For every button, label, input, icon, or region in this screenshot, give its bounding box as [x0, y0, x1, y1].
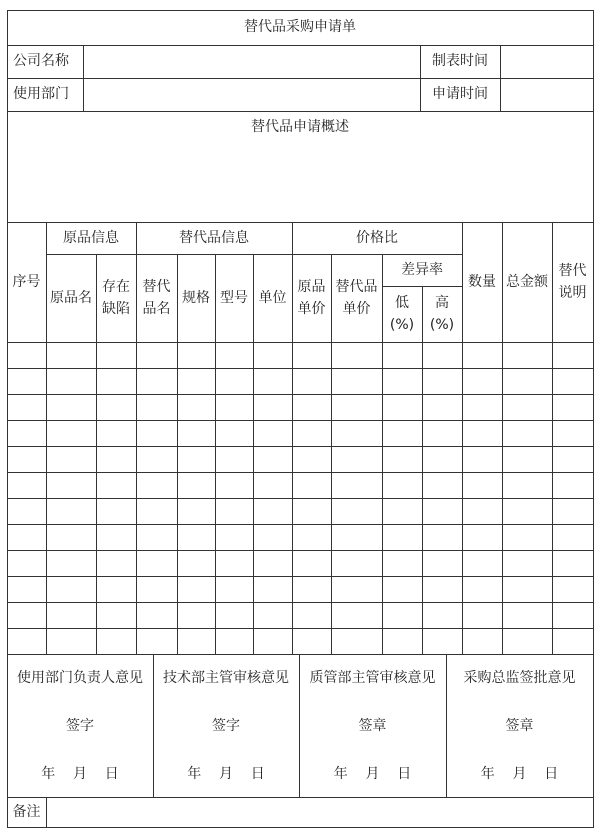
header-quantity: 数量 — [468, 273, 496, 290]
table-cell[interactable] — [46, 524, 96, 550]
table-cell[interactable] — [253, 394, 292, 420]
grid-line-horizontal — [7, 576, 594, 577]
table-cell[interactable] — [215, 472, 253, 498]
table-cell[interactable] — [215, 602, 253, 628]
approval-sign-tech[interactable]: 签字 — [212, 718, 240, 734]
grid-line-horizontal — [382, 286, 463, 287]
table-cell[interactable] — [292, 368, 331, 394]
grid-line-vertical — [46, 222, 47, 655]
table-cell[interactable] — [292, 550, 331, 576]
table-cell[interactable] — [46, 446, 96, 472]
table-cell[interactable] — [331, 394, 382, 420]
table-cell[interactable] — [331, 524, 382, 550]
table-cell[interactable] — [502, 576, 552, 602]
table-cell[interactable] — [46, 602, 96, 628]
table-cell[interactable] — [177, 628, 215, 654]
table-cell[interactable] — [382, 420, 422, 446]
table-cell[interactable] — [292, 394, 331, 420]
approval-date-quality[interactable]: 年 月 日 — [333, 766, 412, 782]
table-cell[interactable] — [253, 420, 292, 446]
header-substitute-group: 替代品信息 — [179, 229, 249, 246]
grid-line-horizontal — [7, 78, 594, 79]
table-cell[interactable] — [136, 394, 177, 420]
table-cell[interactable] — [96, 628, 136, 654]
overview-label: 替代品申请概述 — [251, 118, 349, 135]
table-cell[interactable] — [462, 420, 502, 446]
table-cell[interactable] — [177, 472, 215, 498]
table-cell[interactable] — [215, 342, 253, 368]
table-cell[interactable] — [7, 446, 46, 472]
table-cell[interactable] — [177, 446, 215, 472]
table-cell[interactable] — [502, 394, 552, 420]
grid-line-horizontal — [7, 797, 594, 798]
table-cell[interactable] — [7, 550, 46, 576]
table-cell[interactable] — [177, 394, 215, 420]
table-cell[interactable] — [136, 342, 177, 368]
table-cell[interactable] — [422, 602, 462, 628]
table-cell[interactable] — [177, 524, 215, 550]
table-cell[interactable] — [96, 394, 136, 420]
header-existing-defect: 存在 缺陷 — [102, 278, 130, 317]
table-cell[interactable] — [46, 342, 96, 368]
table-cell[interactable] — [382, 394, 422, 420]
table-cell[interactable] — [462, 628, 502, 654]
table-cell[interactable] — [331, 472, 382, 498]
grid-line-horizontal — [7, 472, 594, 473]
table-cell[interactable] — [422, 394, 462, 420]
grid-line-vertical — [177, 254, 178, 655]
grid-line-horizontal — [7, 10, 594, 11]
approval-title-department: 使用部门负责人意见 — [17, 670, 143, 686]
header-unit: 单位 — [258, 289, 287, 306]
table-cell[interactable] — [502, 472, 552, 498]
table-cell[interactable] — [7, 472, 46, 498]
grid-line-horizontal — [7, 498, 594, 499]
grid-line-vertical — [153, 654, 154, 798]
grid-line-horizontal — [7, 342, 594, 343]
grid-line-vertical — [46, 797, 47, 828]
table-cell[interactable] — [253, 368, 292, 394]
table-cell[interactable] — [215, 550, 253, 576]
table-cell[interactable] — [96, 420, 136, 446]
table-cell[interactable] — [422, 628, 462, 654]
grid-line-vertical — [502, 222, 503, 655]
table-cell[interactable] — [331, 498, 382, 524]
table-cell[interactable] — [292, 628, 331, 654]
apply-time-field[interactable] — [500, 78, 593, 111]
table-cell[interactable] — [422, 368, 462, 394]
table-cell[interactable] — [422, 498, 462, 524]
table-cell[interactable] — [253, 498, 292, 524]
header-substitute-name: 替代 品名 — [142, 278, 171, 317]
table-cell[interactable] — [382, 498, 422, 524]
table-cell[interactable] — [502, 524, 552, 550]
table-cell[interactable] — [46, 368, 96, 394]
table-cell[interactable] — [253, 602, 292, 628]
table-cell[interactable] — [136, 602, 177, 628]
table-cell[interactable] — [46, 576, 96, 602]
table-cell[interactable] — [136, 550, 177, 576]
grid-line-horizontal — [7, 524, 594, 525]
table-cell[interactable] — [177, 368, 215, 394]
table-cell[interactable] — [46, 498, 96, 524]
table-cell[interactable] — [253, 628, 292, 654]
table-cell[interactable] — [382, 342, 422, 368]
table-cell[interactable] — [382, 602, 422, 628]
table-cell[interactable] — [382, 472, 422, 498]
table-cell[interactable] — [253, 472, 292, 498]
table-cell[interactable] — [331, 576, 382, 602]
table-cell[interactable] — [136, 576, 177, 602]
table-cell[interactable] — [331, 342, 382, 368]
approval-date-tech[interactable]: 年 月 日 — [187, 766, 265, 782]
approval-date-procurement[interactable]: 年 月 日 — [480, 766, 559, 782]
table-cell[interactable] — [7, 342, 46, 368]
grid-line-horizontal — [7, 602, 594, 603]
approval-title-tech: 技术部主管审核意见 — [163, 670, 289, 686]
table-cell[interactable] — [331, 420, 382, 446]
overview-field[interactable] — [7, 143, 593, 221]
table-cell[interactable] — [96, 576, 136, 602]
table-cell[interactable] — [136, 472, 177, 498]
grid-line-horizontal — [7, 45, 594, 46]
grid-line-vertical — [96, 254, 97, 655]
table-time-label: 制表时间 — [432, 53, 488, 70]
table-cell[interactable] — [502, 446, 552, 472]
grid-line-vertical — [382, 254, 383, 655]
grid-line-vertical — [215, 254, 216, 655]
table-cell[interactable] — [46, 628, 96, 654]
table-cell[interactable] — [502, 368, 552, 394]
table-cell[interactable] — [382, 446, 422, 472]
table-cell[interactable] — [462, 498, 502, 524]
table-cell[interactable] — [462, 446, 502, 472]
table-cell[interactable] — [215, 576, 253, 602]
table-cell[interactable] — [382, 576, 422, 602]
table-cell[interactable] — [177, 550, 215, 576]
table-cell[interactable] — [215, 524, 253, 550]
table-cell[interactable] — [422, 576, 462, 602]
table-cell[interactable] — [136, 446, 177, 472]
table-cell[interactable] — [292, 420, 331, 446]
table-cell[interactable] — [7, 394, 46, 420]
table-cell[interactable] — [462, 342, 502, 368]
table-cell[interactable] — [502, 420, 552, 446]
grid-line-vertical — [500, 45, 501, 112]
grid-line-horizontal — [7, 420, 594, 421]
table-cell[interactable] — [292, 524, 331, 550]
table-cell[interactable] — [292, 602, 331, 628]
table-cell[interactable] — [96, 446, 136, 472]
table-cell[interactable] — [136, 524, 177, 550]
table-cell[interactable] — [292, 446, 331, 472]
table-cell[interactable] — [422, 342, 462, 368]
table-cell[interactable] — [7, 628, 46, 654]
grid-line-vertical — [83, 45, 84, 112]
table-cell[interactable] — [215, 498, 253, 524]
header-original-price: 原品 单价 — [297, 278, 326, 317]
approval-sign-procurement[interactable]: 签章 — [505, 718, 534, 734]
grid-line-horizontal — [7, 628, 594, 629]
table-cell[interactable] — [7, 368, 46, 394]
table-cell[interactable] — [462, 394, 502, 420]
remarks-label: 备注 — [12, 803, 41, 820]
table-cell[interactable] — [46, 420, 96, 446]
table-cell[interactable] — [215, 420, 253, 446]
table-time-field[interactable] — [500, 45, 593, 78]
table-cell[interactable] — [177, 602, 215, 628]
department-label: 使用部门 — [13, 86, 69, 103]
table-cell[interactable] — [96, 472, 136, 498]
table-cell[interactable] — [292, 342, 331, 368]
table-cell[interactable] — [462, 524, 502, 550]
approval-date-department[interactable]: 年 月 日 — [41, 766, 119, 782]
table-cell[interactable] — [502, 628, 552, 654]
table-cell[interactable] — [177, 576, 215, 602]
table-cell[interactable] — [462, 368, 502, 394]
table-cell[interactable] — [253, 524, 292, 550]
approval-title-quality: 质管部主管审核意见 — [309, 670, 436, 686]
grid-line-vertical — [552, 222, 553, 655]
table-cell[interactable] — [292, 498, 331, 524]
table-cell[interactable] — [462, 602, 502, 628]
grid-line-horizontal — [7, 222, 594, 223]
table-cell[interactable] — [96, 342, 136, 368]
grid-line-vertical — [331, 254, 332, 655]
table-cell[interactable] — [7, 420, 46, 446]
header-total-amount: 总金额 — [506, 273, 548, 290]
table-cell[interactable] — [215, 446, 253, 472]
table-cell[interactable] — [331, 446, 382, 472]
grid-line-vertical — [136, 222, 137, 655]
table-cell[interactable] — [462, 472, 502, 498]
grid-line-vertical — [446, 654, 447, 798]
table-cell[interactable] — [7, 498, 46, 524]
table-cell[interactable] — [7, 576, 46, 602]
grid-line-horizontal — [7, 654, 594, 655]
table-cell[interactable] — [215, 628, 253, 654]
header-low: 低 (%) — [389, 294, 415, 333]
header-original-name: 原品名 — [50, 289, 92, 306]
apply-time-label: 申请时间 — [432, 86, 488, 103]
grid-line-horizontal — [7, 550, 594, 551]
table-cell[interactable] — [177, 420, 215, 446]
table-cell[interactable] — [96, 602, 136, 628]
table-cell[interactable] — [136, 628, 177, 654]
table-cell[interactable] — [46, 472, 96, 498]
approval-title-procurement: 采购总监签批意见 — [463, 670, 576, 686]
company-name-label: 公司名称 — [13, 53, 69, 70]
form-title: 替代品采购申请单 — [244, 19, 356, 36]
header-model: 型号 — [220, 289, 248, 306]
grid-line-vertical — [7, 10, 8, 828]
grid-line-horizontal — [7, 368, 594, 369]
table-cell[interactable] — [331, 628, 382, 654]
table-cell[interactable] — [462, 576, 502, 602]
header-original-group: 原品信息 — [63, 229, 119, 246]
table-cell[interactable] — [136, 498, 177, 524]
table-cell[interactable] — [46, 550, 96, 576]
table-cell[interactable] — [7, 524, 46, 550]
table-cell[interactable] — [253, 550, 292, 576]
grid-line-vertical — [420, 45, 421, 112]
company-name-field[interactable] — [83, 45, 420, 78]
approval-sign-quality[interactable]: 签章 — [358, 718, 387, 734]
table-cell[interactable] — [46, 394, 96, 420]
grid-line-vertical — [299, 654, 300, 798]
table-cell[interactable] — [502, 498, 552, 524]
header-spec: 规格 — [182, 289, 210, 306]
table-cell[interactable] — [292, 576, 331, 602]
table-cell[interactable] — [502, 342, 552, 368]
table-cell[interactable] — [253, 342, 292, 368]
table-cell[interactable] — [331, 550, 382, 576]
grid-line-horizontal — [46, 254, 463, 255]
table-cell[interactable] — [177, 498, 215, 524]
grid-line-horizontal — [7, 827, 594, 828]
table-cell[interactable] — [382, 550, 422, 576]
table-cell[interactable] — [382, 628, 422, 654]
approval-sign-department[interactable]: 签字 — [66, 718, 94, 734]
header-high: 高 (%) — [429, 294, 455, 333]
department-field[interactable] — [83, 78, 420, 111]
table-cell[interactable] — [502, 550, 552, 576]
header-price-group: 价格比 — [356, 229, 398, 246]
table-cell[interactable] — [96, 368, 136, 394]
table-cell[interactable] — [253, 446, 292, 472]
table-cell[interactable] — [215, 394, 253, 420]
grid-line-horizontal — [7, 394, 594, 395]
header-substitute-note: 替代 说明 — [558, 262, 587, 301]
table-cell[interactable] — [502, 602, 552, 628]
table-cell[interactable] — [253, 576, 292, 602]
grid-line-horizontal — [7, 446, 594, 447]
grid-line-vertical — [593, 10, 594, 828]
table-cell[interactable] — [96, 498, 136, 524]
grid-line-vertical — [253, 254, 254, 655]
grid-line-horizontal — [7, 111, 594, 112]
table-cell[interactable] — [422, 550, 462, 576]
table-cell[interactable] — [292, 472, 331, 498]
table-cell[interactable] — [382, 524, 422, 550]
header-substitute-price: 替代品 单价 — [335, 278, 378, 317]
table-cell[interactable] — [331, 368, 382, 394]
header-diff-rate: 差异率 — [401, 261, 443, 278]
table-cell[interactable] — [422, 472, 462, 498]
remarks-field[interactable] — [46, 797, 593, 827]
table-cell[interactable] — [422, 524, 462, 550]
header-seq: 序号 — [12, 273, 41, 290]
table-cell[interactable] — [136, 368, 177, 394]
table-cell[interactable] — [215, 368, 253, 394]
table-cell[interactable] — [422, 446, 462, 472]
table-cell[interactable] — [136, 420, 177, 446]
table-cell[interactable] — [96, 524, 136, 550]
grid-line-vertical — [292, 222, 293, 655]
table-cell[interactable] — [96, 550, 136, 576]
table-cell[interactable] — [177, 342, 215, 368]
table-cell[interactable] — [382, 368, 422, 394]
table-cell[interactable] — [422, 420, 462, 446]
table-cell[interactable] — [7, 602, 46, 628]
table-cell[interactable] — [462, 550, 502, 576]
table-cell[interactable] — [331, 602, 382, 628]
